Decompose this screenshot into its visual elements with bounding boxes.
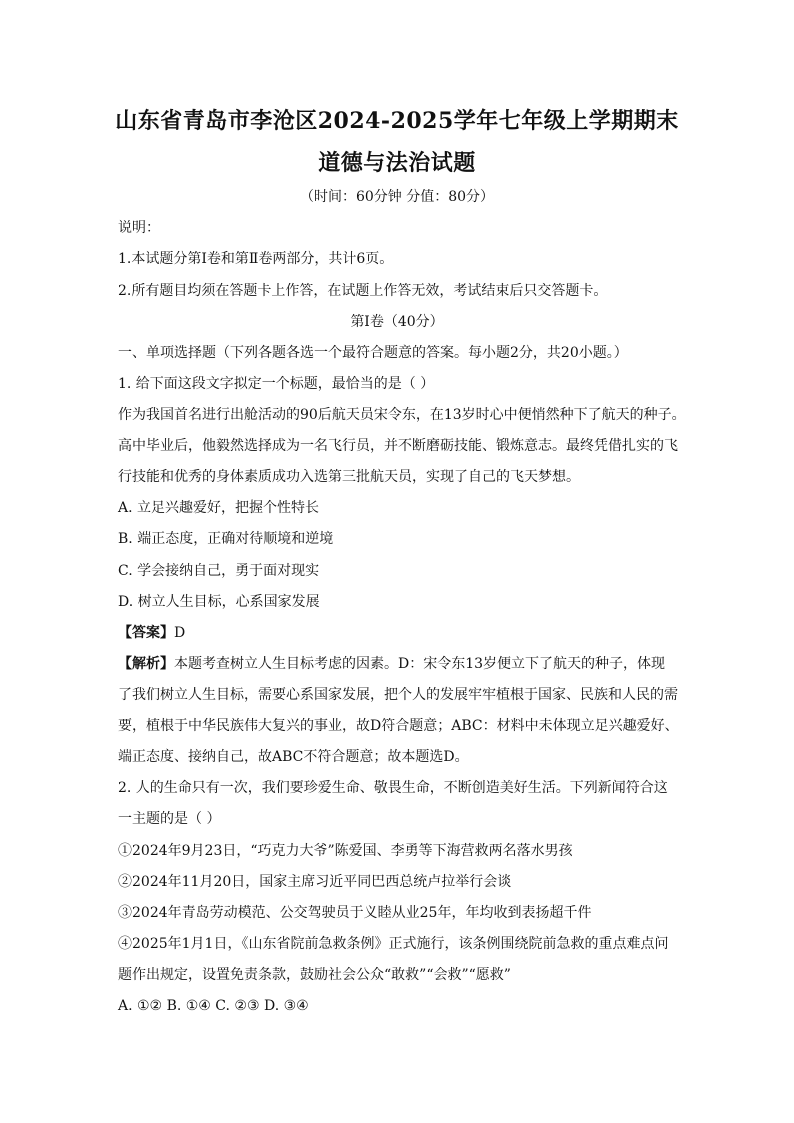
question-2-item-3: ③2024年青岛劳动模范、公交驾驶员于义睦从业25年，年均收到表扬超千件 <box>118 905 592 921</box>
exam-time-score: （时间：60分钟 分值：80分） <box>299 189 495 205</box>
answer-value: D <box>174 625 186 641</box>
question-1-option-d: D. 树立人生目标，心系国家发展 <box>118 594 320 610</box>
question-1-stem: 1. 给下面这段文字拟定一个标题，最恰当的是（ ） <box>118 376 435 392</box>
question-1-passage-line: 作为我国首名进行出舱活动的90后航天员宋令东，在13岁时心中便悄然种下了航天的种子。 <box>118 407 686 423</box>
question-2-item-4-line: 题作出规定，设置免责条款，鼓励社会公众“敢救”“会救”“愿救” <box>118 967 511 983</box>
document-title: 山东省青岛市李沧区2024-2025学年七年级上学期期末 <box>115 108 679 134</box>
question-1-analysis <box>118 654 698 674</box>
question-1-passage-line: 行技能和优秀的身体素质成功入选第三批航天员，实现了自己的飞天梦想。 <box>118 469 580 485</box>
instruction-item-2: 2.所有题目均须在答题卡上作答，在试题上作答无效，考试结束后只交答题卡。 <box>118 283 608 299</box>
question-2-options: A. ①② B. ①④ C. ②③ D. ③④ <box>118 998 309 1014</box>
question-2-item-1: ①2024年9月23日，“巧克力大爷”陈爱国、李勇等下海营救两名落水男孩 <box>118 843 573 859</box>
instruction-item-1: 1.本试题分第Ⅰ卷和第Ⅱ卷两部分，共计6页。 <box>118 251 394 267</box>
question-1-option-c: C. 学会接纳自己，勇于面对现实 <box>118 563 320 579</box>
analysis-line: 端正态度、接纳自己，故ABC不符合题意；故本题选D。 <box>118 749 469 765</box>
question-2-item-2: ②2024年11月20日，国家主席习近平同巴西总统卢拉举行会谈 <box>118 874 512 890</box>
section-title: 第Ⅰ卷（40分） <box>350 314 444 330</box>
question-2-item-4: ④2025年1月1日，《山东省院前急救条例》正式施行，该条例围绕院前急救的重点难点问 <box>118 936 669 952</box>
analysis-label: 【解析】 <box>118 656 174 672</box>
section-heading: 一、单项选择题（下列各题各选一个最符合题意的答案。每小题2分，共20小题。） <box>118 345 628 361</box>
question-1-option-b: B. 端正态度，正确对待顺境和逆境 <box>118 531 334 547</box>
question-2-stem: 2. 人的生命只有一次，我们要珍爱生命、敬畏生命，不断创造美好生活。下列新闻符合这 <box>118 780 668 796</box>
analysis-text: 本题考查树立人生目标考虑的因素。D：宋令东13岁便立下了航天的种子，体现 <box>174 656 666 672</box>
analysis-line: 了我们树立人生目标，需要心系国家发展，把个人的发展牢牢植根于国家、民族和人民的需 <box>118 687 678 703</box>
answer-label: 【答案】 <box>118 625 174 641</box>
analysis-line: 要，植根于中华民族伟大复兴的事业，故D符合题意；ABC：材料中未体现立足兴趣爱好、 <box>118 718 679 734</box>
question-1-option-a: A. 立足兴趣爱好，把握个性特长 <box>118 500 320 516</box>
question-1-answer <box>118 623 698 643</box>
instructions-heading: 说明： <box>118 220 160 236</box>
question-1-passage-line: 高中毕业后，他毅然选择成为一名飞行员，并不断磨砺技能、锻炼意志。最终凭借扎实的飞 <box>118 438 678 454</box>
question-2-stem-line: 一主题的是（ ） <box>118 811 221 827</box>
document-subject-title: 道德与法治试题 <box>318 150 476 176</box>
